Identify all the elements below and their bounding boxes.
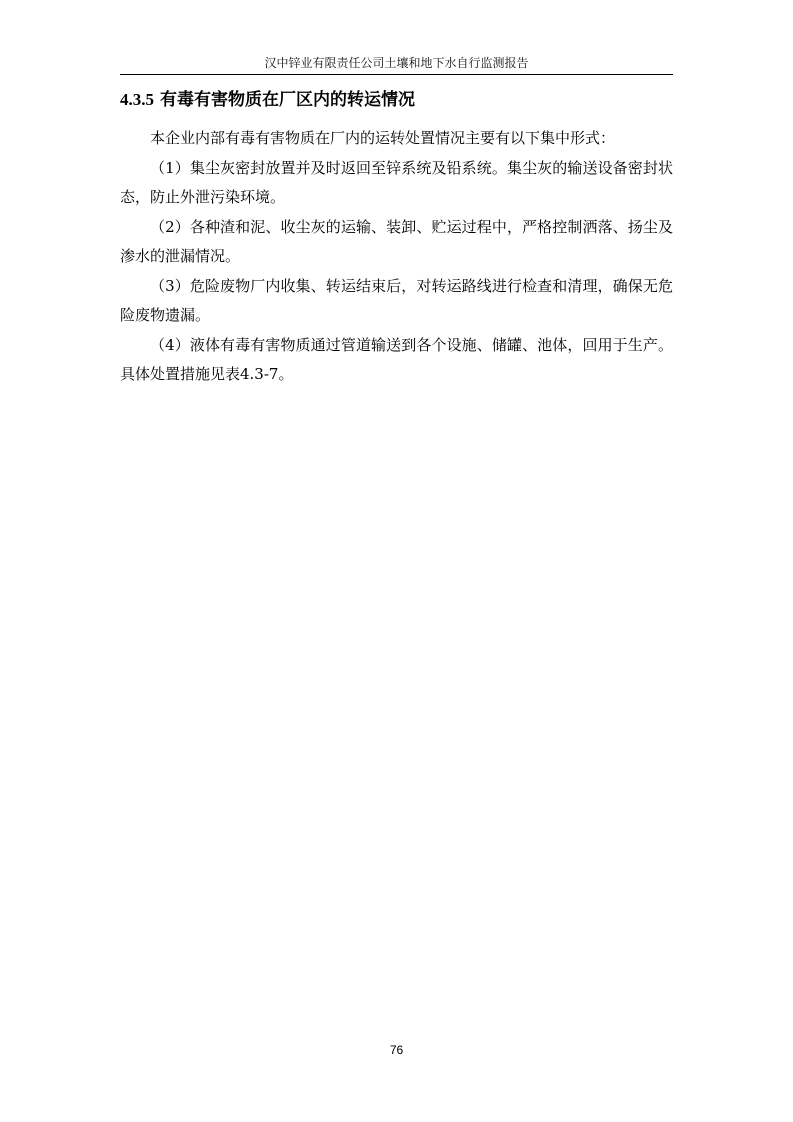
item-paragraph-1: （1）集尘灰密封放置并及时返回至锌系统及铅系统。集尘灰的输送设备密封状态，防止外泄污染环境。 (120, 158, 673, 206)
header-divider (120, 74, 673, 75)
page-number: 76 (389, 1043, 404, 1057)
item-paragraph-3: （3）危险废物厂内收集、转运结束后，对转运路线进行检查和清理，确保无危险废物遗漏。 (120, 276, 673, 324)
item-paragraph-2: （2）各种渣和泥、收尘灰的运输、装卸、贮运过程中，严格控制洒落、扬尘及渗水的泄漏情况。 (120, 217, 673, 265)
intro-paragraph: 本企业内部有毒有害物质在厂内的运转处置情况主要有以下集中形式： (150, 129, 616, 147)
section-heading (120, 88, 673, 112)
body-text (120, 124, 673, 390)
section-number: 4.3.5 (120, 90, 154, 109)
running-header-title: 汉中锌业有限责任公司土壤和地下水自行监测报告 (264, 56, 529, 70)
section-title: 有毒有害物质在厂区内的转运情况 (160, 90, 415, 110)
item-paragraph-4: （4）液体有毒有害物质通过管道输送到各个设施、储罐、池体，回用于生产。具体处置措施见表4.3-7。 (120, 335, 673, 383)
